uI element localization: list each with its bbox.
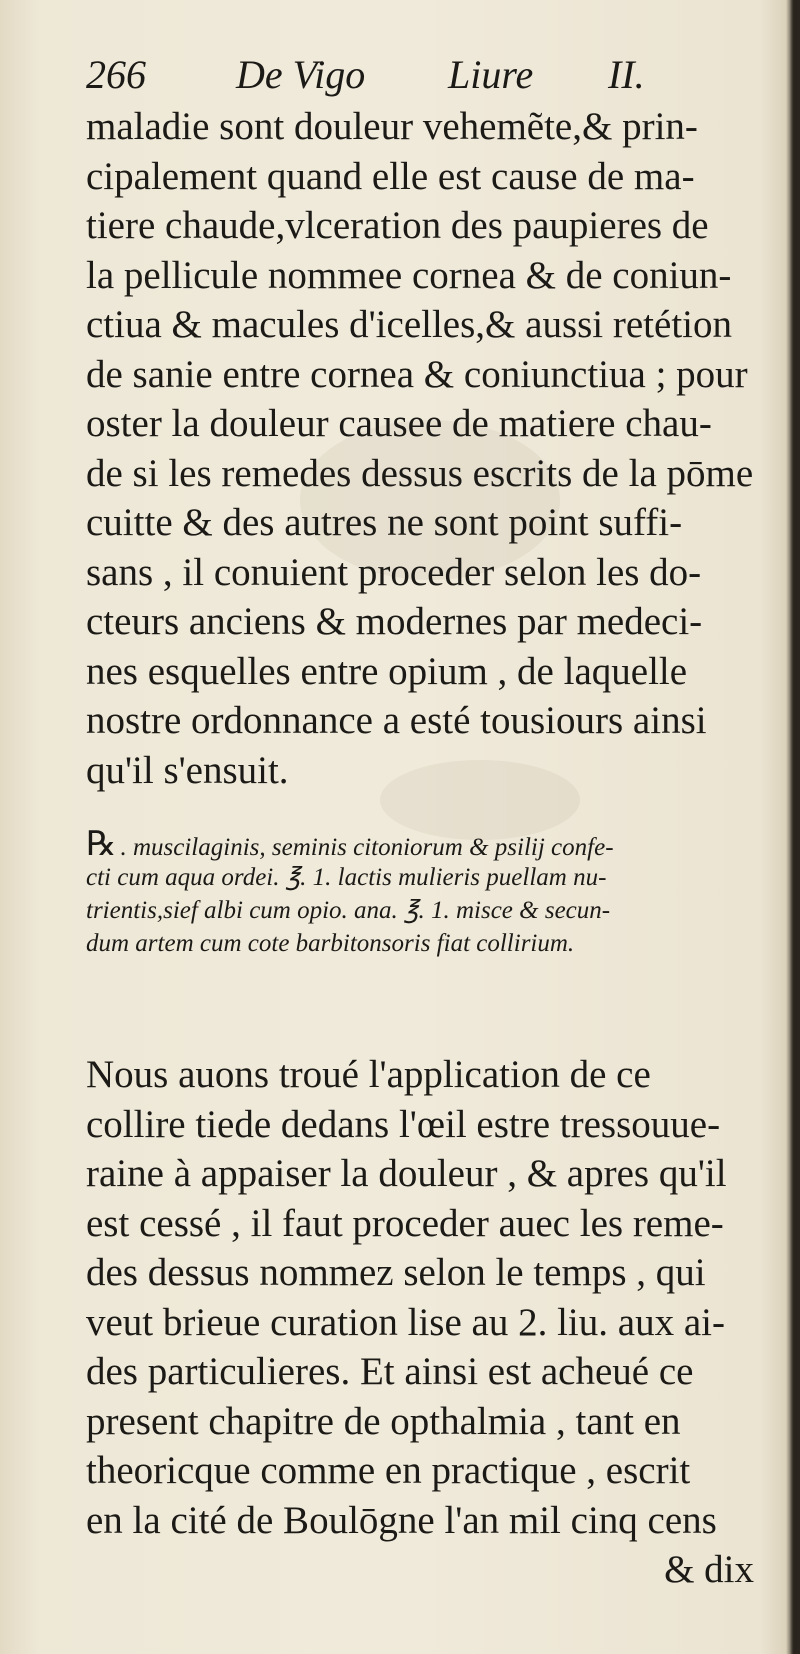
text-line: raine à appaiser la douleur , & apres qu'il: [86, 1152, 727, 1195]
recipe-block: [86, 828, 776, 960]
text-line: des particulieres. Et ainsi est acheué ce: [86, 1350, 694, 1393]
text-line: nes esquelles entre opium , de laquelle: [86, 649, 688, 693]
text-line: cipalement quand elle est cause de ma-: [86, 154, 695, 198]
text-line: maladie sont douleur vehemẽte,& prin-: [86, 105, 698, 148]
text-line: des dessus nommez selon le temps , qui: [86, 1251, 706, 1294]
text-line: Nous auons troué l'application de ce: [86, 1053, 651, 1096]
header-book: Liure: [448, 52, 534, 97]
page-number: 266: [86, 52, 146, 97]
text-line: veut brieue curation lise au 2. liu. aux ai-: [86, 1300, 725, 1344]
text-line: nostre ordonnance a esté tousiours ainsi: [86, 699, 707, 742]
text-line: theoricque comme en practique , escrit: [86, 1449, 691, 1492]
paragraph-2: [86, 1050, 776, 1595]
text-line: present chapitre de opthalmia , tant en: [86, 1399, 681, 1443]
page-edge-shadow: [786, 0, 800, 1654]
recipe-line: cti cum aqua ordei. ℥. 1. lactis mulieris puellam nu-: [86, 864, 607, 891]
recipe-line: dum artem cum cote barbitonsoris fiat collirium.: [86, 930, 575, 957]
text-line: de sanie entre cornea & coniunctiua ; pour: [86, 352, 748, 396]
text-line: de si les remedes dessus escrits de la pōme: [86, 451, 754, 495]
text-line: la pellicule nommee cornea & de coniun-: [86, 253, 732, 297]
recipe-line: [86, 828, 776, 861]
text-line: ctiua & macules d'icelles,& aussi retétion: [86, 303, 732, 346]
recipe-line-text: . muscilaginis, seminis citoniorum & psilij confe-: [120, 834, 614, 861]
text-line: sans , il conuient proceder selon les do-: [86, 550, 702, 594]
catchword: & dix: [664, 1548, 754, 1591]
text-line: oster la douleur causee de matiere chau-: [86, 402, 712, 445]
running-header: [86, 50, 756, 100]
text-line: cteurs anciens & modernes par medeci-: [86, 600, 703, 643]
header-book-number: II.: [608, 52, 645, 97]
text-line: qu'il s'ensuit.: [86, 748, 289, 792]
header-title: De Vigo: [236, 52, 366, 97]
recipe-symbol: ℞: [86, 828, 117, 861]
text-line: cuitte & des autres ne sont point suffi-: [86, 501, 683, 544]
text-line: en la cité de Boulōgne l'an mil cinq cens: [86, 1498, 717, 1542]
text-line: tiere chaude,vlceration des paupieres de: [86, 204, 709, 247]
recipe-line: trientis,sief albi cum opio. ana. ℥. 1. misce & secun-: [86, 897, 611, 924]
paragraph-1: [86, 102, 776, 795]
text-line: est cessé , il faut proceder auec les reme-: [86, 1201, 724, 1245]
text-line: collire tiede dedans l'œil estre tressouue-: [86, 1102, 721, 1146]
